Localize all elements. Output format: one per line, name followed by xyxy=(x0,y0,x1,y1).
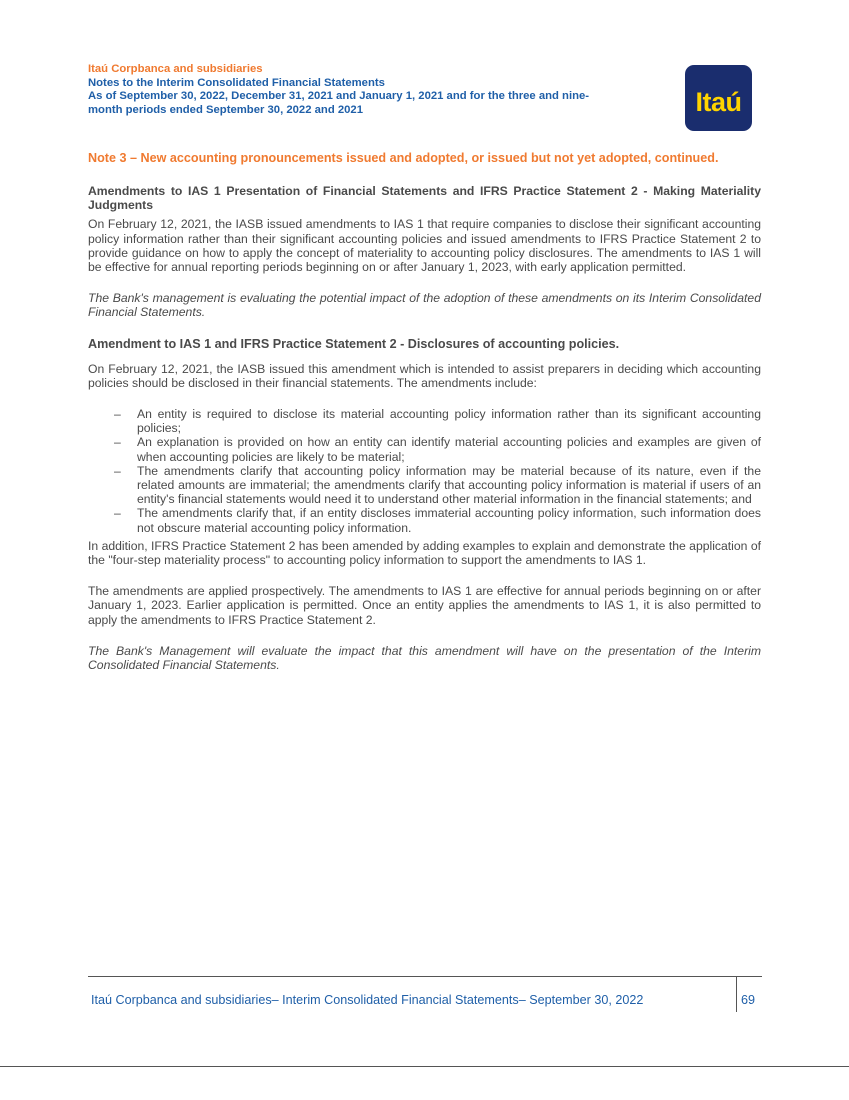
note-title: Note 3 – New accounting pronouncements issued and adopted, or issued but not yet adopted, continued. xyxy=(88,151,719,165)
list-item: – An explanation is provided on how an entity can identify material accounting policies and examples are given of when accounting policies are likely to be material; xyxy=(114,435,761,464)
paragraph-practice-statement: In addition, IFRS Practice Statement 2 has been amended by adding examples to explain and demonstrate the application of the "four-step materiality process" to accounting policy information to support the amendments to IAS 1. xyxy=(88,538,761,568)
footer-vertical-divider xyxy=(736,976,737,1012)
page-number: 69 xyxy=(741,993,756,1007)
bullet-dash: – xyxy=(114,435,121,450)
paragraph-prospective: The amendments are applied prospectively. The amendments to IAS 1 are effective for annual periods beginning on or after January 1, 2023. Earlier application is permitted. Once an entity applies the amendments to IAS 1, it is also permitted to apply the amendments to IFRS Practice Statement 2. xyxy=(88,584,761,627)
paragraph-disclosures-intro: On February 12, 2021, the IASB issued this amendment which is intended to assist preparers in deciding which accounting policies should be disclosed in their financial statements. The amendments include: xyxy=(88,361,761,390)
footer-divider xyxy=(88,976,762,977)
paragraph-management-evaluation: The Bank's management is evaluating the potential impact of the adoption of these amendments on its Interim Consolidated Financial Statements. xyxy=(88,291,761,320)
header-period-line-2: month periods ended September 30, 2022 and 2021 xyxy=(88,103,363,116)
section-heading-materiality: Amendments to IAS 1 Presentation of Financial Statements and IFRS Practice Statement 2 - Making Materiality Judgments xyxy=(88,184,761,213)
itau-logo xyxy=(685,65,752,131)
amendments-list xyxy=(88,407,761,535)
header-period-line-1: As of September 30, 2022, December 31, 2021 and January 1, 2021 and for the three and nine- xyxy=(88,90,590,102)
list-item: – The amendments clarify that accounting policy information may be material because of its nature, even if the related amounts are immaterial; the amendments clarify that accounting policy information is material if users of an entity's financial statements would need it to understand other material information in the financial statements; and xyxy=(114,463,761,507)
main-content xyxy=(88,151,761,689)
header-notes-title: Notes to the Interim Consolidated Financial Statements xyxy=(88,76,385,89)
list-item: – The amendments clarify that, if an entity discloses immaterial accounting policy information, such information does not obscure material accounting policy information. xyxy=(114,506,761,535)
list-item: – An entity is required to disclose its material accounting policy information rather than its significant accounting policies; xyxy=(114,407,761,436)
section-heading-disclosures: Amendment to IAS 1 and IFRS Practice Statement 2 - Disclosures of accounting policies. xyxy=(88,336,620,351)
paragraph-materiality: On February 12, 2021, the IASB issued amendments to IAS 1 that require companies to disclose their significant accounting policy information rather than their significant accounting policies and issued amendments to IFRS Practice Statement 2 to provide guidance on how to apply the concept of materiality to accounting policy disclosures. The amendments to IAS 1 will be effective for annual reporting periods beginning on or after January 1, 2023, with early application permitted. xyxy=(88,217,761,275)
logo-text: Itaú xyxy=(695,86,742,117)
bullet-dash: – xyxy=(114,463,121,478)
header-company: Itaú Corpbanca and subsidiaries xyxy=(88,63,263,75)
bullet-dash: – xyxy=(114,407,121,422)
footer-text: Itaú Corpbanca and subsidiaries– Interim Consolidated Financial Statements– September 30, 2022 xyxy=(91,993,644,1007)
paragraph-management-impact: The Bank's Management will evaluate the impact that this amendment will have on the presentation of the Interim Consolidated Financial Statements. xyxy=(88,643,761,673)
document-header xyxy=(88,63,668,117)
bullet-dash: – xyxy=(114,506,121,521)
page-bottom-divider xyxy=(0,1066,849,1067)
